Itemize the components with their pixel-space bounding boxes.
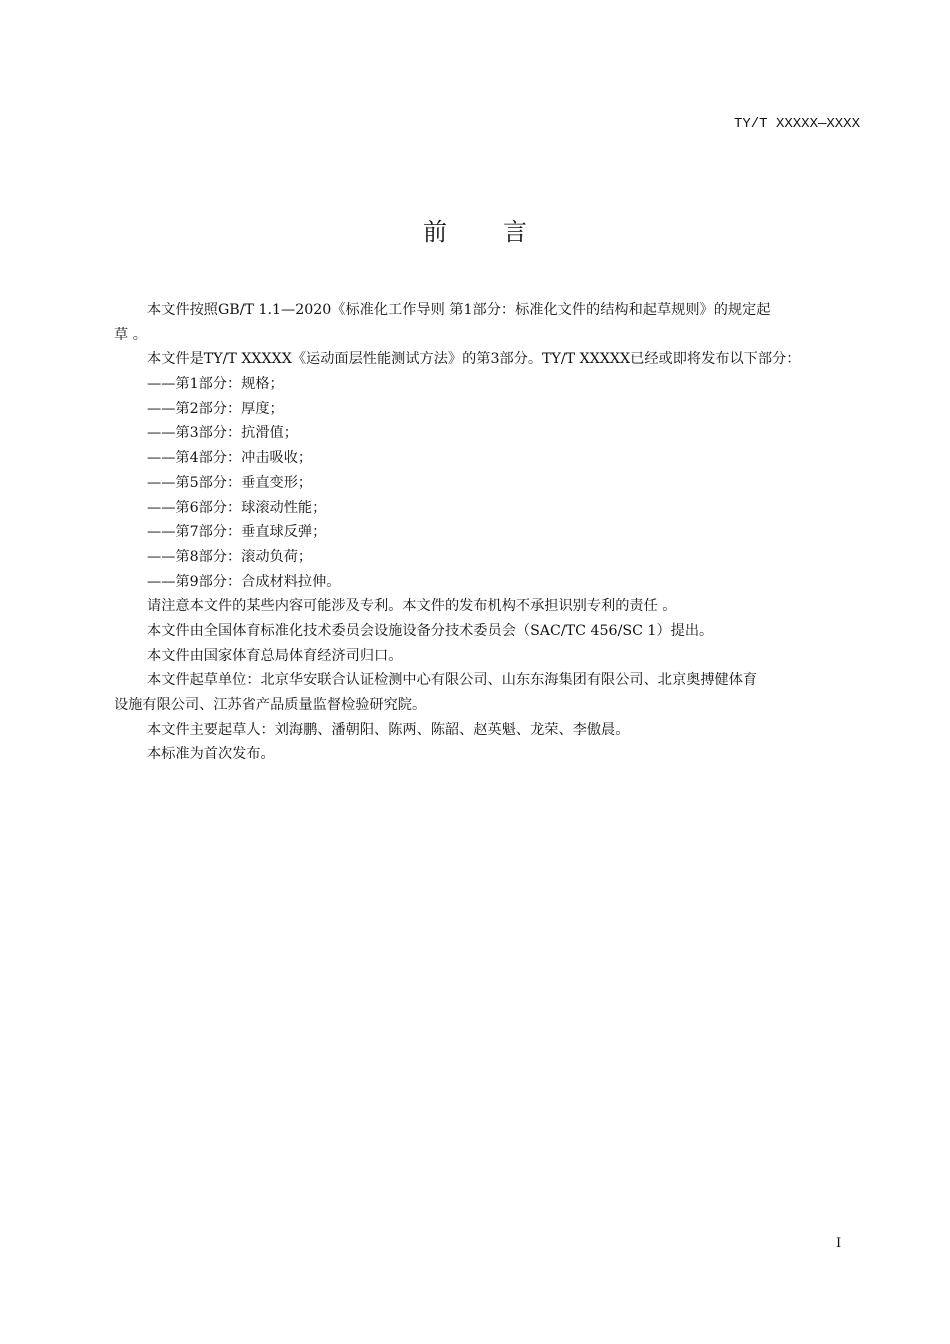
text-line: ——第9部分：合成材料拉伸。: [147, 573, 341, 590]
text-line: 本文件主要起草人：刘海鹏、潘朝阳、陈两、陈韶、赵英魁、龙荣、李傲晨。: [147, 721, 630, 738]
text-line: ——第6部分：球滚动性能；: [147, 499, 327, 516]
text-line: 本标准为首次发布。: [147, 746, 275, 763]
paragraph: [114, 496, 860, 521]
paragraph: [114, 545, 860, 570]
text-line: 本文件由国家体育总局体育经济司归口。: [147, 647, 403, 664]
text-line: 设施有限公司、江苏省产品质量监督检验研究院。: [114, 697, 427, 713]
text-line: 草 。: [114, 326, 147, 343]
document-body: [114, 298, 860, 767]
paragraph: [114, 347, 860, 372]
text-line: 请注意本文件的某些内容可能涉及专利。本文件的发布机构不承担识别专利的责任 。: [147, 598, 677, 615]
paragraph: [114, 446, 860, 471]
text-line: 本文件由全国体育标准化技术委员会设施设备分技术委员会（SAC/TC 456/SC 1）提出。: [147, 622, 714, 639]
text-line: ——第4部分：冲击吸收；: [147, 450, 313, 467]
text-line: 本文件按照GB/T 1.1—2020《标准化工作导则 第1部分：标准化文件的结构和起草规则》的规定起: [147, 302, 771, 318]
text-line: ——第1部分：规格；: [147, 376, 284, 393]
paragraph: [114, 644, 860, 669]
paragraph: [114, 594, 860, 619]
text-line: ——第7部分：垂直球反弹；: [147, 524, 327, 541]
paragraph: [114, 372, 860, 397]
text-line: 本文件是TY/T XXXXX《运动面层性能测试方法》的第3部分。TY/T XXXXX已经或即将发布以下部分：: [147, 351, 801, 368]
document-code-header: TY/T XXXXX—XXXX: [733, 116, 860, 132]
paragraph: [114, 718, 860, 743]
text-line: 本文件起草单位：北京华安联合认证检测中心有限公司、山东东海集团有限公司、北京奥搏健体育: [147, 672, 758, 689]
paragraph: [114, 421, 860, 446]
paragraph: [114, 570, 860, 595]
paragraph: [114, 668, 860, 717]
paragraph: [114, 520, 860, 545]
paragraph: [114, 619, 860, 644]
page-number: I: [836, 1236, 842, 1251]
paragraph: [114, 298, 860, 347]
text-line: ——第8部分：滚动负荷；: [147, 548, 313, 565]
page-title: 前言: [423, 218, 583, 246]
text-line: ——第5部分：垂直变形；: [147, 474, 313, 491]
paragraph: [114, 471, 860, 496]
text-line: ——第2部分：厚度；: [147, 400, 284, 417]
text-line: ——第3部分：抗滑值；: [147, 425, 298, 442]
paragraph: [114, 742, 860, 767]
paragraph: [114, 397, 860, 422]
